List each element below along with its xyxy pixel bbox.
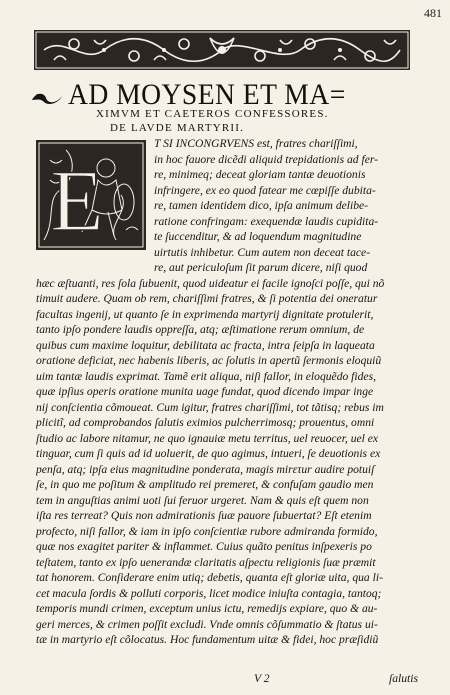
text-line: tem in anguſtias animi uoti ſui feruor urgeret. Nam & quis eſt quem non (36, 493, 369, 507)
text-line: plicitĩ, ad comprobandos ſalutis eximios pulcherrimosq; prouentus, omni (36, 416, 375, 429)
title-line-2: XIMVM ET CAETEROS CONFESSORES. (96, 108, 329, 120)
text-line: uim tantæ laudis exprimat. Tamẽ erit aliqua, niſi fallor, in eloquẽdo fides, (36, 369, 376, 383)
text-line: infringere, ex eo quod fatear me cœpiſſe dubita- (154, 183, 376, 197)
text-line: hæc æſtuanti, res ſola ſubuenit, quod uideatur ei facile ignoſci poſſe, qui nõ (36, 276, 385, 290)
text-line: re, minimeq; deceat gloriam tantæ deuotionis (154, 168, 366, 181)
body-text (36, 136, 420, 648)
text-line: nij conſcientia cõmoueat. Cum igitur, fratres chariſſimi, tot tãtisq; rebus im (36, 400, 384, 414)
catchword: ſalutis (389, 672, 418, 685)
text-line: ſe, in quo me poſitum & amplitudo rei premeret, & confuſam gaudio men (36, 478, 374, 491)
text-line: re, tamen identidem dico, ipſa animum delibe- (154, 199, 369, 212)
text-line: quibus cum maxime loquitur, debilitata ac fracta, intra ſeipſa in laqueata (36, 338, 375, 352)
text-line: tinguar, cum ſi quis ad id uoluerit, de quo agimus, intueri, ſe deuotionis ex (36, 447, 381, 460)
signature-mark: V 2 (254, 672, 270, 685)
text-line: quæ nos exagitet pariter & inflammet. Cuius quãto penitus inſpexeris po (36, 540, 372, 553)
ornamental-headpiece (34, 30, 410, 70)
text-line: timuit audere. Quam ob rem, chariſſimi fratres, & ſi potentia dei oneratur (36, 292, 378, 305)
fleuron-icon (30, 90, 64, 106)
text-line: facultas ingenij, ut quanto ſe in exprimenda martyrij dignitate protulerit, (36, 307, 374, 321)
text-line: cet macula ſordis & polluti corporis, licet modice iniuſta contagia, tantoq; (36, 586, 382, 600)
text-line: temporis mundi crimen, exceptum unius ictu, remedijs expiare, quo & au- (36, 602, 378, 615)
title-line-1: AD MOYSEN ET MA= (68, 78, 346, 111)
text-line: penſa, atq; ipſa eius magnitudine ponderata, magis mirετur audire potuiſ (36, 462, 375, 476)
title-line-3: DE LAVDE MARTYRII. (110, 122, 245, 134)
text-line: tanto ipſo pondere laudis oppreſſa, atq; æſtimatione rerum omnium, de (36, 323, 365, 336)
text-line: te ſuccenditur, & ad loquendum magnitudine (154, 230, 362, 243)
text-line: in hoc fauore dicẽdi aliquid trepidationis ad fer- (154, 152, 378, 166)
text-line: quæ ipſius operis oratione munita uage fundat, quod dicendo impar inge (36, 385, 374, 398)
text-line: T SI INCONGRVENS est, fratres chariſſimi, (154, 137, 358, 150)
page-number: 481 (424, 6, 442, 20)
text-line: iſta res terreat? Quis non admirationis ſuæ pauore ſubuertat? Eſt etenim (36, 509, 372, 522)
text-line: re, aut periculoſum ſit parum dicere, niſi quod (154, 261, 368, 274)
text-line: tæ in martyrio eſt cõlocatus. Hoc fundamentum uitæ & fidei, hoc præſidiũ (36, 633, 379, 646)
text-line: uirtutis inhibetur. Cum autem non deceat tace- (154, 245, 371, 259)
text-line: oratione deficiat, nec habenis liberis, ac ſolutis in apertũ ſermonis eloquiũ (36, 354, 382, 367)
text-line: geri merces, & crimen poſſit excludi. Vnde omnis cõſummatio & ſtatus ui- (36, 617, 378, 631)
text-line: profecto, niſi fallor, & iam in ipſo conſcientiæ rubore admiranda formido, (36, 524, 378, 538)
text-line: ratione confringam: exequendæ laudis cupidita- (154, 214, 379, 228)
text-line: ſtudio ac labore nitamur, ne quo ignauiæ metu territus, uel reuocer, uel ex (36, 431, 379, 445)
text-line: teſtatem, tanto ex ipſo uenerandæ claritatis aſpectu religionis ſuæ præmit (36, 555, 376, 569)
text-line: tat honorem. Conſiderare enim utiq; debetis, quanta eſt gloriæ uita, qua li- (36, 571, 383, 584)
svg-text:E: E (50, 153, 104, 250)
